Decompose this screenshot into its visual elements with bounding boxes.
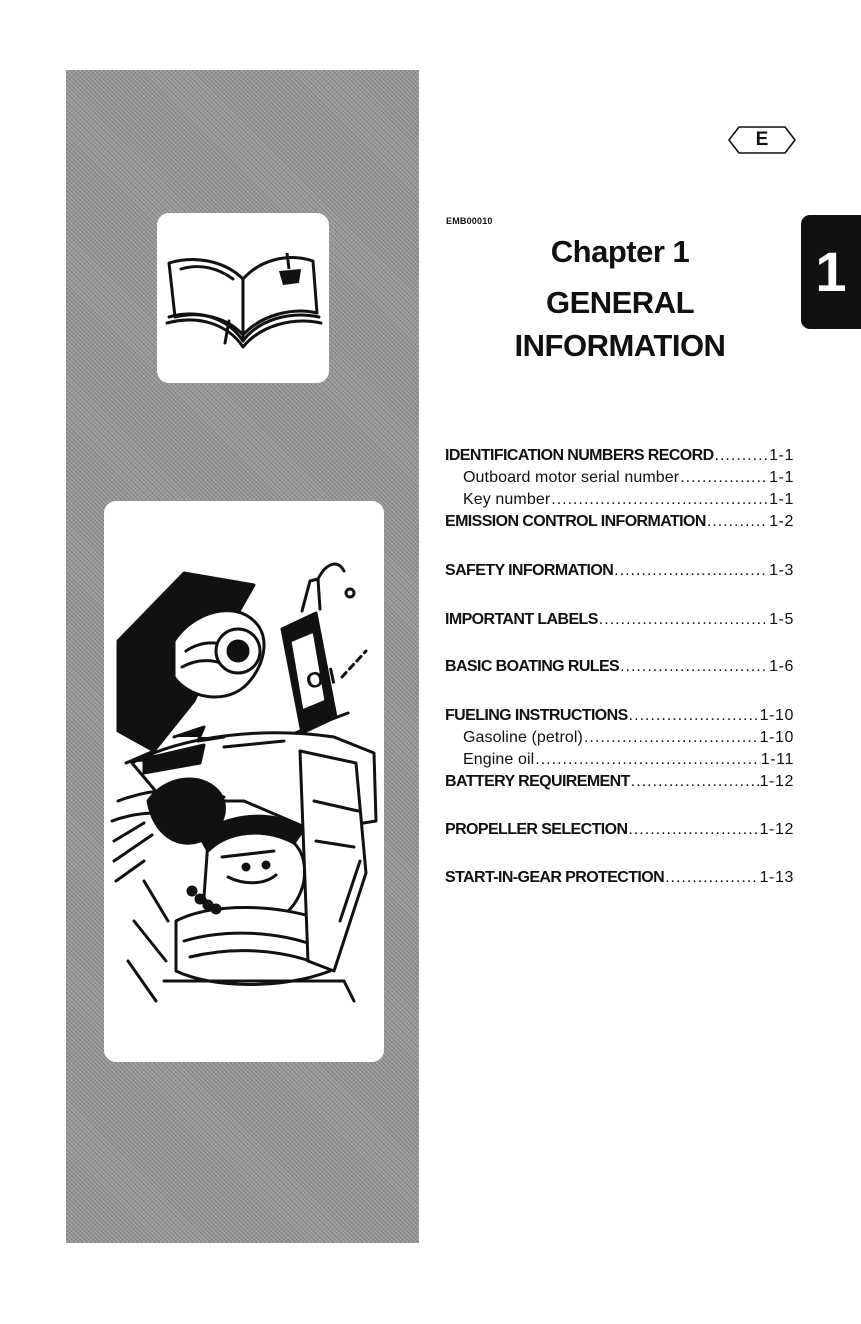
toc-entry[interactable] <box>445 491 794 513</box>
toc-entry-label: Key number <box>463 491 551 508</box>
toc-leader <box>535 751 759 769</box>
toc-entry-label: EMISSION CONTROL INFORMATION <box>445 513 706 530</box>
toc-entry-page: 1-2 <box>769 513 794 530</box>
toc-entry-label: SAFETY INFORMATION <box>445 562 614 579</box>
toc-entry[interactable] <box>445 469 794 491</box>
toc-leader <box>614 562 768 580</box>
toc-entry-label: IMPORTANT LABELS <box>445 611 598 628</box>
toc-entry-page: 1-3 <box>769 562 794 579</box>
toc-entry-label: BATTERY REQUIREMENT <box>445 773 630 790</box>
toc-entry-label: Engine oil <box>463 751 535 768</box>
toc-entry-label: BASIC BOATING RULES <box>445 658 620 675</box>
toc-entry-page: 1-6 <box>769 658 794 675</box>
toc-leader <box>680 469 768 487</box>
toc-leader <box>715 447 769 465</box>
toc-leader <box>665 869 758 887</box>
toc-leader <box>599 611 768 629</box>
toc-entry-label: Gasoline (petrol) <box>463 729 583 746</box>
oil-can-label: Oil <box>303 663 338 694</box>
chapter-tab-number: 1 <box>815 240 847 303</box>
toc-leader <box>629 707 759 725</box>
toc-entry-page: 1-1 <box>769 469 794 486</box>
toc-entry-label: START-IN-GEAR PROTECTION <box>445 869 665 886</box>
toc-entry[interactable] <box>445 707 794 729</box>
toc-entry[interactable] <box>445 773 794 795</box>
toc-entry[interactable] <box>445 729 794 751</box>
toc-entry-label: Outboard motor serial number <box>463 469 680 486</box>
toc-entry[interactable] <box>445 658 794 680</box>
toc-entry[interactable] <box>445 611 794 633</box>
toc-entry-page: 1-12 <box>759 773 794 790</box>
toc-entry[interactable] <box>445 447 794 469</box>
language-badge <box>727 125 797 155</box>
toc-entry-page: 1-1 <box>769 491 794 508</box>
chapter-label: Chapter 1 <box>550 234 690 269</box>
chapter-tab <box>801 215 861 329</box>
toc-leader <box>631 773 759 791</box>
toc-leader <box>584 729 759 747</box>
open-book-icon <box>157 213 329 383</box>
book-illustration-panel <box>157 213 329 383</box>
toc-entry[interactable] <box>445 751 794 773</box>
toc-leader <box>628 821 758 839</box>
toc-entry-label: PROPELLER SELECTION <box>445 821 628 838</box>
toc-leader <box>620 658 768 676</box>
table-of-contents <box>445 447 794 891</box>
chapter-title-line-2: INFORMATION <box>514 328 726 363</box>
document-code: EMB00010 <box>446 216 493 226</box>
toc-entry-page: 1-13 <box>759 869 794 886</box>
language-badge-label: E <box>755 129 769 150</box>
toc-entry-label: FUELING INSTRUCTIONS <box>445 707 628 724</box>
toc-entry[interactable] <box>445 513 794 535</box>
toc-entry[interactable] <box>445 821 794 843</box>
toc-entry-page: 1-12 <box>759 821 794 838</box>
toc-entry[interactable] <box>445 869 794 891</box>
toc-entry[interactable] <box>445 562 794 584</box>
toc-entry-page: 1-1 <box>769 447 794 464</box>
toc-leader <box>551 491 768 509</box>
toc-entry-page: 1-10 <box>759 707 794 724</box>
toc-entry-label: IDENTIFICATION NUMBERS RECORD <box>445 447 714 464</box>
toc-entry-page: 1-5 <box>769 611 794 628</box>
toc-leader <box>707 513 768 531</box>
toc-entry-page: 1-10 <box>759 729 794 746</box>
toc-entry-page: 1-11 <box>760 751 794 768</box>
engine-oil-illustration-panel <box>104 501 384 1062</box>
outboard-oil-scene-illustration <box>104 501 384 1062</box>
chapter-title-line-1: GENERAL <box>545 285 695 320</box>
